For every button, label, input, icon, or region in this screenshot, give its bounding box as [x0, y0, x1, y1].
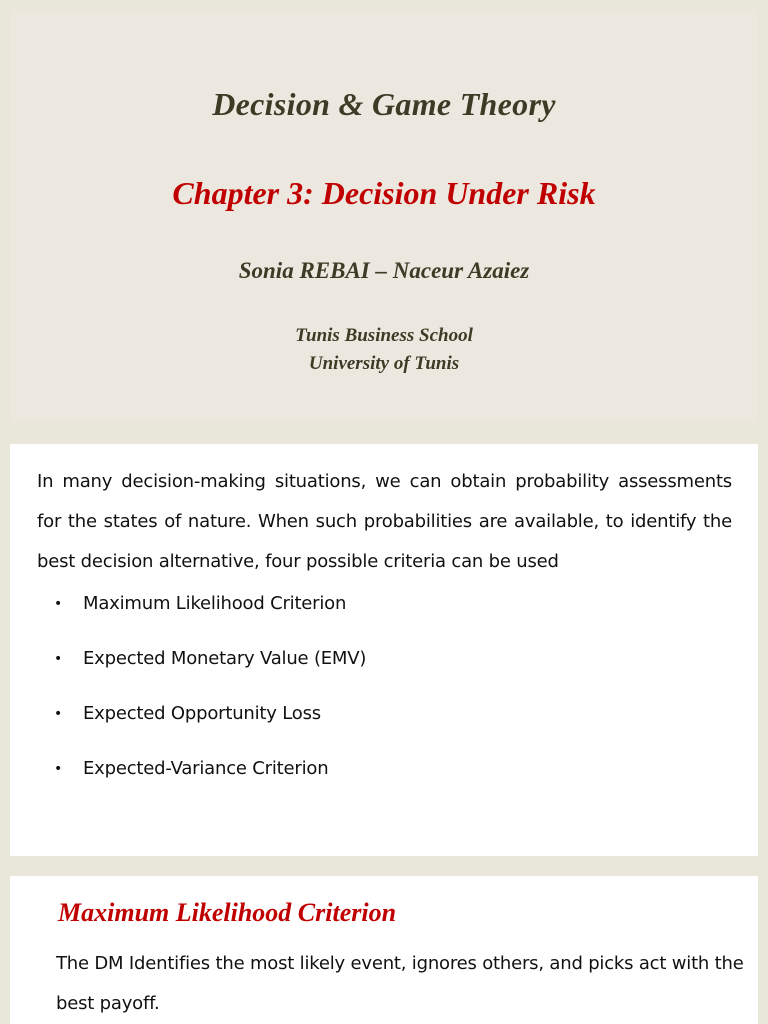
intro-paragraph: In many decision-making situations, we can obtain probability assessments for the states of nature. When such probabilities are available, to identify the best decision alternative, four possible criteria can be used: [37, 471, 732, 572]
bullet-icon: •: [54, 761, 63, 777]
criteria-slide: [10, 444, 758, 856]
bullet-icon: •: [54, 596, 63, 612]
chapter-title: Chapter 3: Decision Under Risk: [172, 175, 596, 211]
maximum-likelihood-slide: [10, 876, 758, 1024]
course-title: Decision & Game Theory: [212, 86, 556, 122]
section-title: Maximum Likelihood Criterion: [58, 898, 397, 927]
section-body: The DM Identifies the most likely event, ignores others, and picks act with the best payoff.: [56, 953, 744, 1014]
bullet-icon: •: [54, 706, 63, 722]
authors: Sonia REBAI – Naceur Azaiez: [238, 258, 530, 283]
criteria-label: Expected Opportunity Loss: [83, 703, 321, 724]
title-slide: [10, 10, 758, 422]
criteria-label: Expected-Variance Criterion: [83, 758, 329, 779]
bullet-icon: •: [54, 651, 63, 667]
university-name: University of Tunis: [308, 353, 460, 374]
criteria-label: Expected Monetary Value (EMV): [83, 648, 367, 669]
school-name: Tunis Business School: [295, 325, 473, 346]
criteria-label: Maximum Likelihood Criterion: [83, 593, 347, 614]
